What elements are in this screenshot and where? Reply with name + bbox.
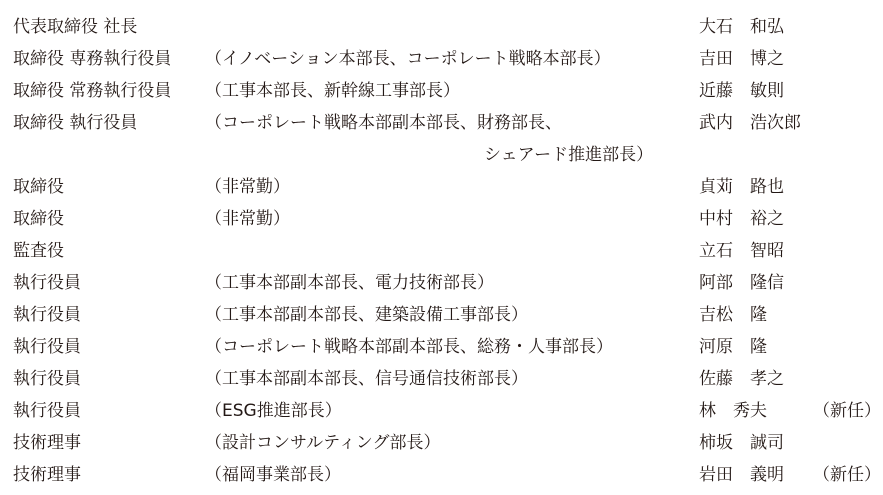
officer-name: 貞苅 路也 bbox=[699, 177, 784, 197]
officer-name: 吉松 隆 bbox=[699, 305, 767, 325]
officer-title: 執行役員 bbox=[13, 337, 81, 357]
officer-department: （イノベーション本部長、コーポレート戦略本部長） bbox=[205, 49, 611, 69]
officer-title: 執行役員 bbox=[13, 369, 81, 389]
officer-name: 阿部 隆信 bbox=[699, 273, 784, 293]
officer-title: 取締役 執行役員 bbox=[13, 113, 138, 133]
officer-title: 執行役員 bbox=[13, 273, 81, 293]
officer-title: 監査役 bbox=[13, 241, 64, 261]
officer-name: 柿坂 誠司 bbox=[699, 433, 784, 453]
officer-row bbox=[0, 11, 883, 43]
officer-title: 執行役員 bbox=[13, 305, 81, 325]
officer-row bbox=[0, 395, 883, 427]
officer-department: （非常勤） bbox=[205, 209, 290, 229]
officer-title: 取締役 bbox=[13, 209, 64, 229]
officer-name: 林 秀夫 bbox=[699, 401, 767, 421]
officer-name: 河原 隆 bbox=[699, 337, 767, 357]
officer-name: 大石 和弘 bbox=[699, 17, 784, 37]
officer-row bbox=[0, 363, 883, 395]
officer-name: 佐藤 孝之 bbox=[699, 369, 784, 389]
officer-title: 代表取締役 社長 bbox=[13, 17, 138, 37]
officer-department: （コーポレート戦略本部副本部長、財務部長、 bbox=[205, 113, 562, 133]
officer-name: 岩田 義明 bbox=[699, 465, 784, 485]
officer-department: （工事本部副本部長、建築設備工事部長） bbox=[205, 305, 528, 325]
new-appointment-note: （新任） bbox=[813, 465, 881, 485]
officer-title: 執行役員 bbox=[13, 401, 81, 421]
officer-department: （コーポレート戦略本部副本部長、総務・人事部長） bbox=[205, 337, 613, 357]
officer-title: 技術理事 bbox=[13, 465, 81, 485]
officer-department: （設計コンサルティング部長） bbox=[205, 433, 441, 453]
officer-row bbox=[0, 299, 883, 331]
officer-department: （工事本部長、新幹線工事部長） bbox=[205, 81, 460, 101]
officer-name: 中村 裕之 bbox=[699, 209, 784, 229]
officer-title: 取締役 専務執行役員 bbox=[13, 49, 172, 69]
officer-row bbox=[0, 459, 883, 491]
officer-title: 取締役 常務執行役員 bbox=[13, 81, 172, 101]
officer-department: （非常勤） bbox=[205, 177, 290, 197]
officer-name: 立石 智昭 bbox=[699, 241, 784, 261]
officer-row bbox=[0, 331, 883, 363]
officer-row bbox=[0, 171, 883, 203]
officer-row-continuation bbox=[0, 139, 883, 171]
officer-row bbox=[0, 267, 883, 299]
officer-row bbox=[0, 427, 883, 459]
officer-department-continuation: シェアード推進部長） bbox=[484, 145, 654, 165]
officer-row bbox=[0, 43, 883, 75]
officer-title: 取締役 bbox=[13, 177, 64, 197]
officer-row bbox=[0, 203, 883, 235]
officer-row bbox=[0, 107, 883, 139]
officer-row bbox=[0, 75, 883, 107]
officer-title: 技術理事 bbox=[13, 433, 81, 453]
officer-name: 近藤 敏則 bbox=[699, 81, 784, 101]
officer-name: 武内 浩次郎 bbox=[699, 113, 801, 133]
new-appointment-note: （新任） bbox=[813, 401, 881, 421]
officer-department: （福岡事業部長） bbox=[205, 465, 341, 485]
officer-name: 吉田 博之 bbox=[699, 49, 784, 69]
officer-department: （工事本部副本部長、電力技術部長） bbox=[205, 273, 494, 293]
officer-department: （工事本部副本部長、信号通信技術部長） bbox=[205, 369, 528, 389]
officer-row bbox=[0, 235, 883, 267]
officer-department: （ESG推進部長） bbox=[205, 401, 342, 421]
